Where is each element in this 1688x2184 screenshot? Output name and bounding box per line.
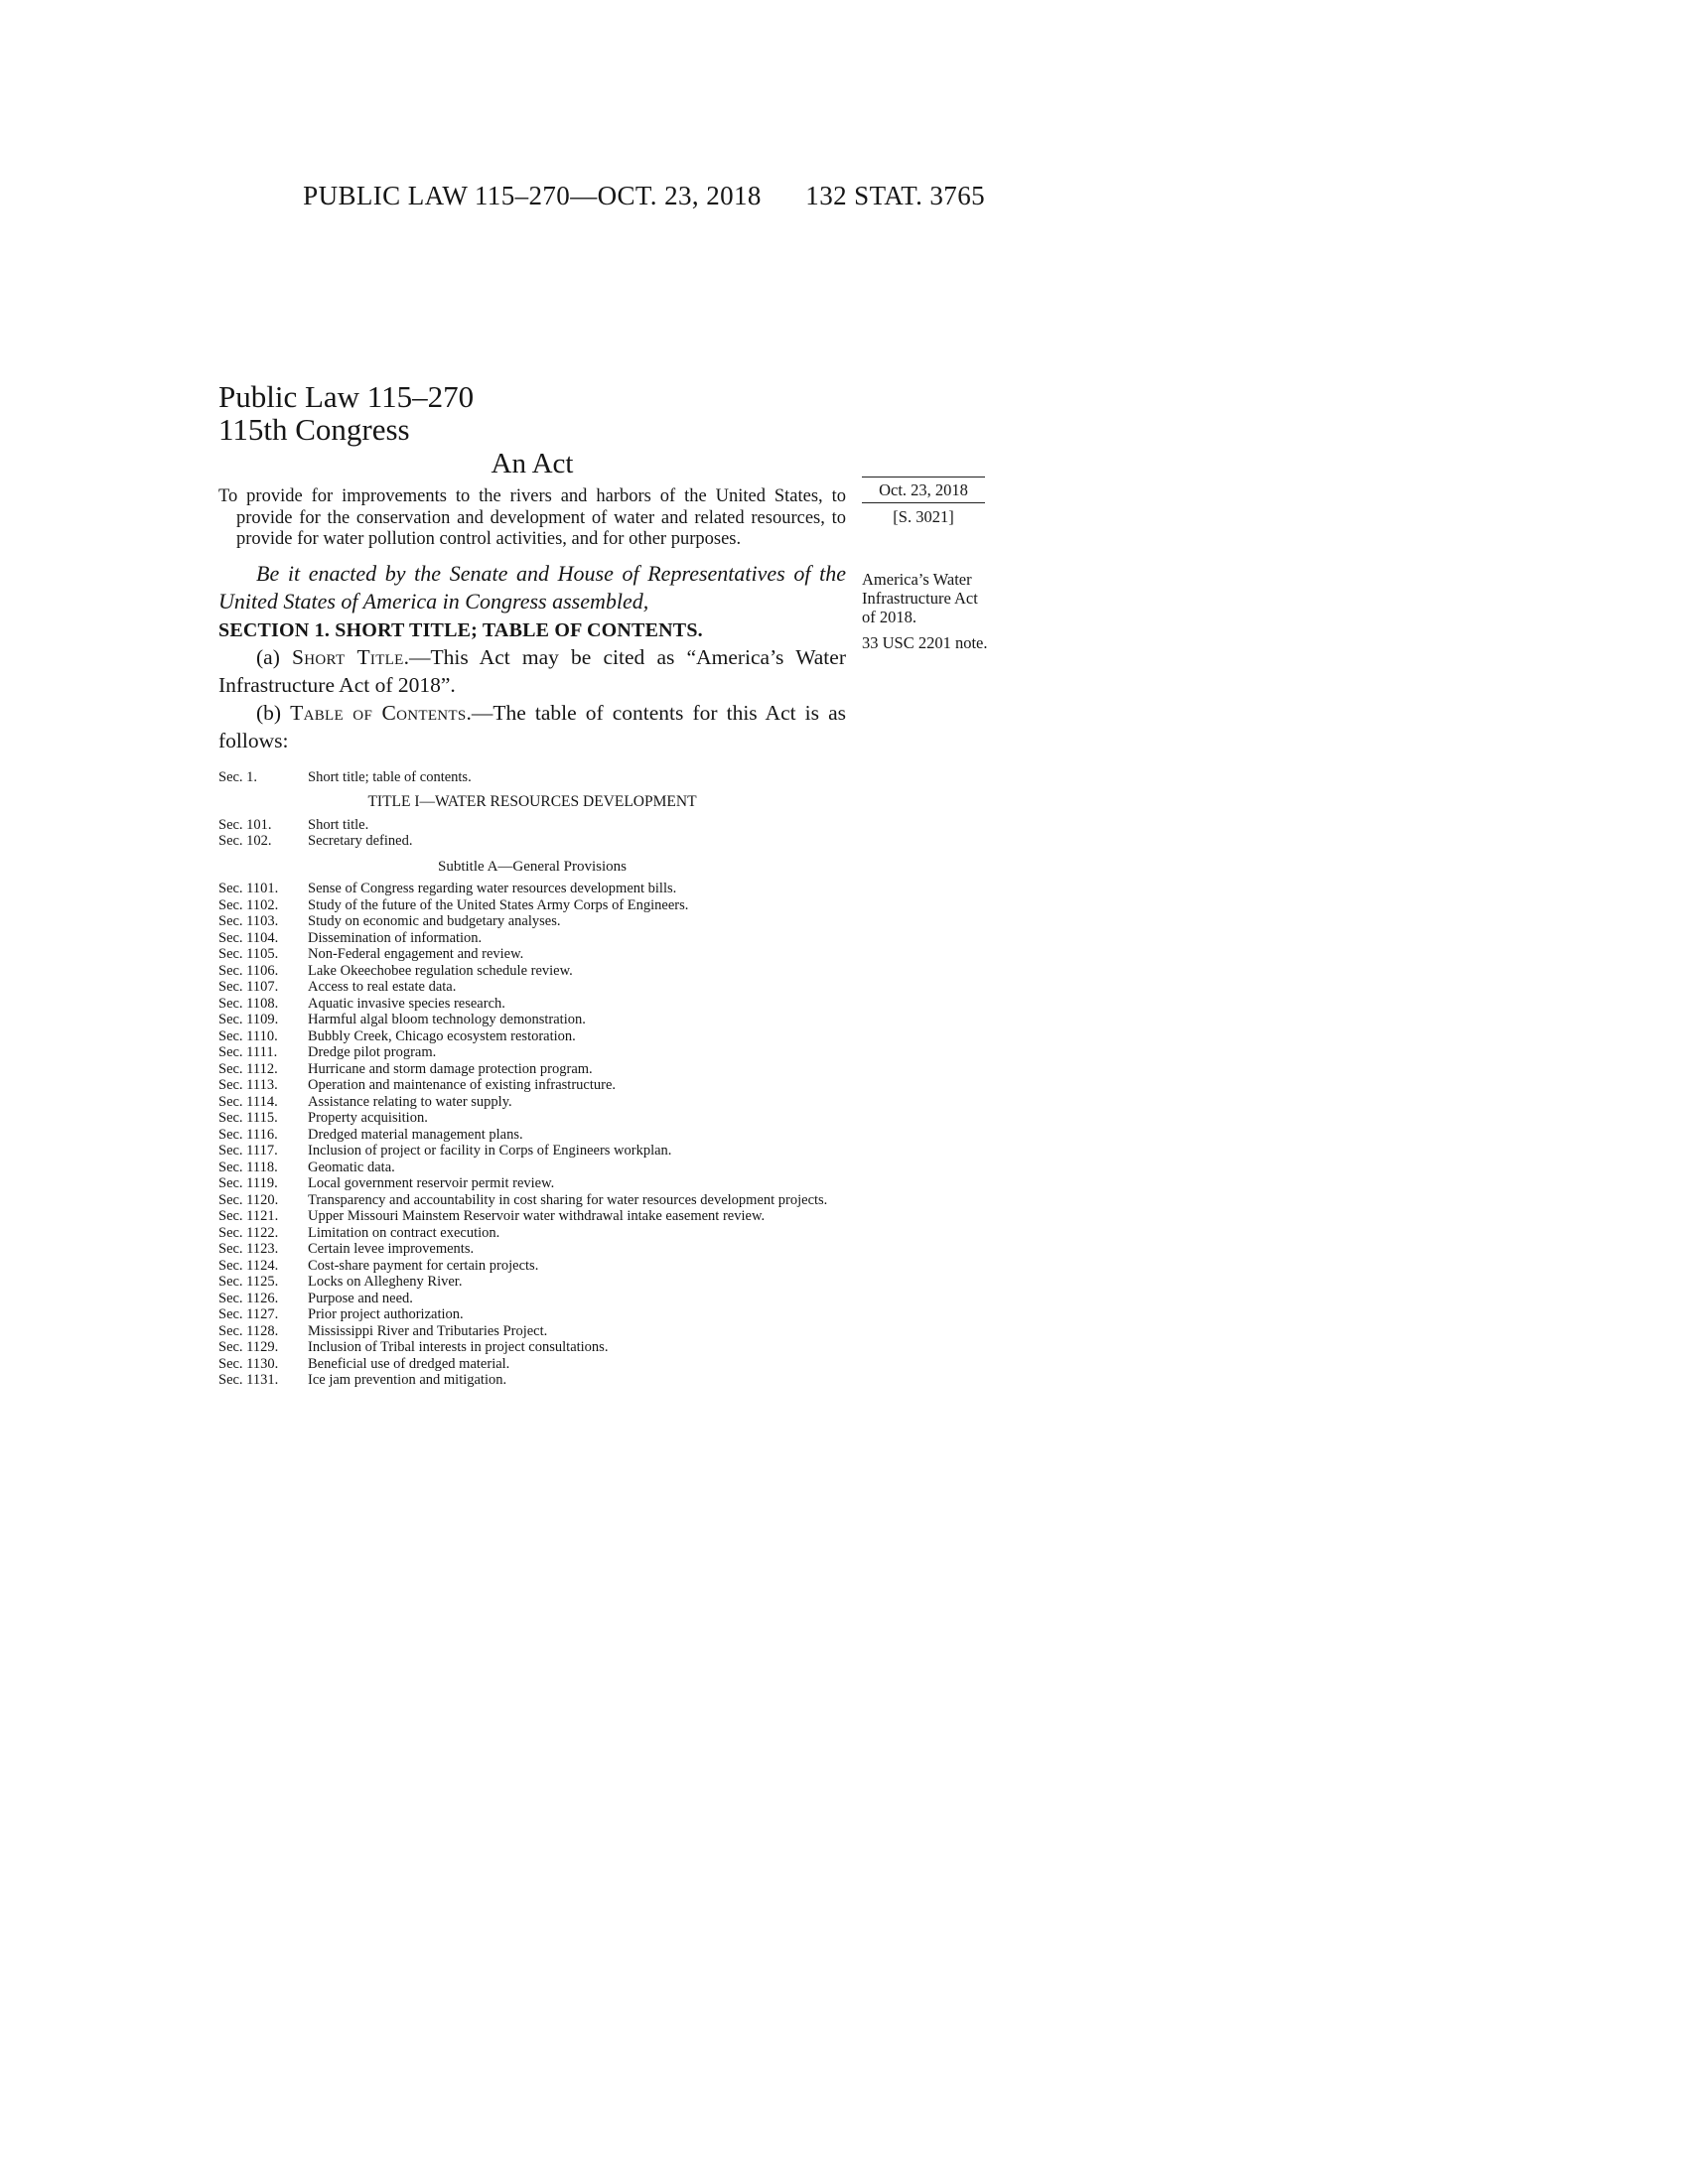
toc-entry-number: Sec. 1110. [218, 1027, 278, 1044]
toc-entry-number: Sec. 1117. [218, 1143, 278, 1159]
toc-entry [218, 769, 846, 786]
toc-entry [218, 1225, 846, 1242]
toc-entry-number: Sec. 1106. [218, 962, 279, 979]
toc-entry-text: Dredged material management plans. [308, 1126, 523, 1143]
margin-note-act-name: America’s Water Infrastructure Act of 2018. [862, 570, 978, 626]
bill-number: [S. 3021] [893, 507, 954, 526]
toc-entry [218, 1306, 846, 1323]
toc-entry-number: Sec. 1101. [218, 881, 279, 896]
toc-entry-text: Upper Missouri Mainstem Reservoir water withdrawal intake easement review. [308, 1208, 766, 1224]
paragraph-b-prefix: (b) [256, 700, 291, 725]
toc-entry-number: Sec. 1113. [218, 1077, 278, 1093]
toc-entry-text: Study of the future of the United States Army Corps of Engineers. [308, 896, 689, 913]
toc-entry-number: Sec. 1104. [218, 929, 279, 946]
toc-entry-text: Hurricane and storm damage protection program. [308, 1060, 593, 1077]
toc-entry-number: Sec. 1126. [218, 1290, 279, 1306]
paragraph-a-smallcaps: Short Title [292, 644, 404, 669]
toc-entry [218, 1372, 846, 1389]
toc-entry-number: Sec. 1124. [218, 1257, 279, 1274]
toc-entry [218, 1044, 846, 1061]
toc-entry-number: Sec. 1129. [218, 1339, 279, 1355]
toc-entry-text: Access to real estate data. [308, 979, 457, 995]
toc-entry-text: Locks on Allegheny River. [308, 1274, 463, 1290]
toc-entry-number: Sec. 102. [218, 833, 272, 849]
toc-entry-text: Property acquisition. [308, 1110, 428, 1126]
paragraph-a-text: .—This Act may be cited as “America’s Water Infrastructure Act of 2018”. [218, 644, 846, 697]
toc-entry-number: Sec. 101. [218, 816, 272, 833]
toc-entry [218, 897, 846, 914]
toc-entry [218, 1208, 846, 1225]
toc-entry-number: Sec. 1102. [218, 896, 279, 913]
toc-entry-number: Sec. 1111. [218, 1044, 278, 1060]
toc-entry [218, 881, 846, 897]
toc-entry-text: Operation and maintenance of existing infrastructure. [308, 1077, 617, 1093]
toc-entry [218, 979, 846, 996]
toc-entry [218, 1258, 846, 1275]
section-1-heading: SECTION 1. SHORT TITLE; TABLE OF CONTENTS. [218, 618, 703, 641]
toc-entry-number: Sec. 1125. [218, 1274, 279, 1290]
toc-entry-number: Sec. 1109. [218, 1012, 279, 1027]
enactment-date: Oct. 23, 2018 [862, 477, 985, 503]
toc-entry [218, 817, 846, 834]
toc-entry [218, 1291, 846, 1307]
toc-entry-text: Sense of Congress regarding water resources development bills. [308, 881, 677, 896]
toc-entry-text: Inclusion of Tribal interests in project consultations. [308, 1339, 609, 1355]
toc-entry-number: Sec. 1103. [218, 913, 279, 929]
toc-entry [218, 930, 846, 947]
toc-entry-number: Sec. 1112. [218, 1060, 278, 1077]
toc-entry-number: Sec. 1122. [218, 1224, 279, 1241]
toc-entry-number: Sec. 1115. [218, 1110, 278, 1126]
toc-subtitle-heading: Subtitle A—General Provisions [438, 858, 627, 875]
toc-entry-text: Short title; table of contents. [308, 768, 472, 785]
toc-entry [218, 913, 846, 930]
toc-entry [218, 1012, 846, 1028]
toc-entry-number: Sec. 1116. [218, 1126, 278, 1143]
toc-entry-text: Lake Okeechobee regulation schedule review. [308, 962, 573, 979]
law-number-title: Public Law 115–270 [218, 379, 475, 414]
toc-entry-text: Beneficial use of dredged material. [308, 1355, 510, 1372]
toc-entry [218, 1061, 846, 1078]
toc-entry-text: Limitation on contract execution. [308, 1224, 500, 1241]
preamble: To provide for improvements to the rivers and harbors of the United States, to provide for the conservation and development of water and related resources, to provide for water pollution control activities, and for other purposes. [218, 486, 846, 549]
toc-entry-text: Short title. [308, 816, 369, 833]
toc-entry-text: Assistance relating to water supply. [308, 1093, 512, 1110]
toc-entry-text: Bubbly Creek, Chicago ecosystem restoration. [308, 1027, 576, 1044]
toc-entry-text: Geomatic data. [308, 1159, 395, 1175]
toc-entry-text: Study on economic and budgetary analyses. [308, 913, 561, 929]
paragraph-b-text: .—The table of contents for this Act is as follows: [218, 700, 846, 752]
congress-line: 115th Congress [218, 412, 410, 447]
toc-entry-text: Ice jam prevention and mitigation. [308, 1372, 507, 1388]
toc-entry [218, 996, 846, 1013]
toc-entry-text: Secretary defined. [308, 833, 413, 849]
toc-entry [218, 963, 846, 980]
paragraph-a-prefix: (a) [256, 644, 293, 669]
toc-entry-text: Transparency and accountability in cost sharing for water resources development projects. [308, 1191, 828, 1208]
toc-entry [218, 1028, 846, 1045]
toc-entry-text: Prior project authorization. [308, 1306, 464, 1322]
toc-entry-text: Non-Federal engagement and review. [308, 946, 524, 962]
toc-entry-number: Sec. 1121. [218, 1208, 279, 1224]
toc-entry [218, 1110, 846, 1127]
toc-entry-text: Inclusion of project or facility in Corps of Engineers workplan. [308, 1143, 672, 1159]
toc-entry-number: Sec. 1128. [218, 1322, 279, 1339]
toc-entry [218, 1241, 846, 1258]
toc-entry-number: Sec. 1107. [218, 979, 279, 995]
toc-title-heading: TITLE I—WATER RESOURCES DEVELOPMENT [367, 793, 697, 810]
toc-entry-text: Local government reservoir permit review. [308, 1175, 555, 1191]
toc-entry [218, 1094, 846, 1111]
toc-entry-number: Sec. 1. [218, 768, 258, 785]
toc-entry [218, 1127, 846, 1144]
toc-entry [218, 1274, 846, 1291]
toc-entry [218, 1323, 846, 1340]
toc-entry-number: Sec. 1130. [218, 1355, 279, 1372]
running-head-stat-citation: 132 STAT. 3765 [805, 181, 985, 210]
toc-entry-text: Dissemination of information. [308, 929, 483, 946]
paragraph-table-of-contents [218, 699, 846, 754]
page-header [218, 181, 985, 214]
main-column [218, 380, 846, 1389]
paragraph-short-title [218, 643, 846, 699]
toc-entry-text: Certain levee improvements. [308, 1241, 475, 1257]
paragraph-b-smallcaps: Table of Contents [290, 700, 467, 725]
running-head-law-line: PUBLIC LAW 115–270—OCT. 23, 2018 [303, 181, 762, 210]
act-heading: An Act [491, 448, 574, 479]
toc-entry [218, 1175, 846, 1192]
toc-entry [218, 946, 846, 963]
table-of-contents [218, 769, 846, 1389]
toc-entry-text: Mississippi River and Tributaries Project. [308, 1322, 548, 1339]
toc-entry-number: Sec. 1118. [218, 1159, 278, 1175]
margin-note-date-block [862, 477, 985, 526]
toc-entry-number: Sec. 1119. [218, 1175, 278, 1191]
margin-note-usc-citation: 33 USC 2201 note. [862, 633, 988, 652]
toc-entry-number: Sec. 1131. [218, 1372, 279, 1388]
toc-entry-text: Cost-share payment for certain projects. [308, 1257, 539, 1274]
toc-entry-number: Sec. 1108. [218, 995, 279, 1012]
toc-entry [218, 1339, 846, 1356]
toc-entry-number: Sec. 1105. [218, 946, 279, 962]
toc-entry [218, 1143, 846, 1160]
toc-entry [218, 1192, 846, 1209]
toc-entry [218, 1160, 846, 1176]
toc-entry [218, 833, 846, 850]
toc-entry-number: Sec. 1114. [218, 1093, 278, 1110]
toc-entry-text: Harmful algal bloom technology demonstration. [308, 1012, 586, 1027]
toc-entry-text: Dredge pilot program. [308, 1044, 437, 1060]
enacting-clause: Be it enacted by the Senate and House of Representatives of the United States of America in Congress assembled, [218, 560, 846, 614]
toc-entry-number: Sec. 1120. [218, 1191, 279, 1208]
toc-entry-number: Sec. 1123. [218, 1241, 279, 1257]
toc-entry [218, 1356, 846, 1373]
toc-entry [218, 1077, 846, 1094]
toc-entry-text: Aquatic invasive species research. [308, 995, 505, 1012]
toc-entry-text: Purpose and need. [308, 1290, 413, 1306]
toc-entry-number: Sec. 1127. [218, 1306, 279, 1322]
